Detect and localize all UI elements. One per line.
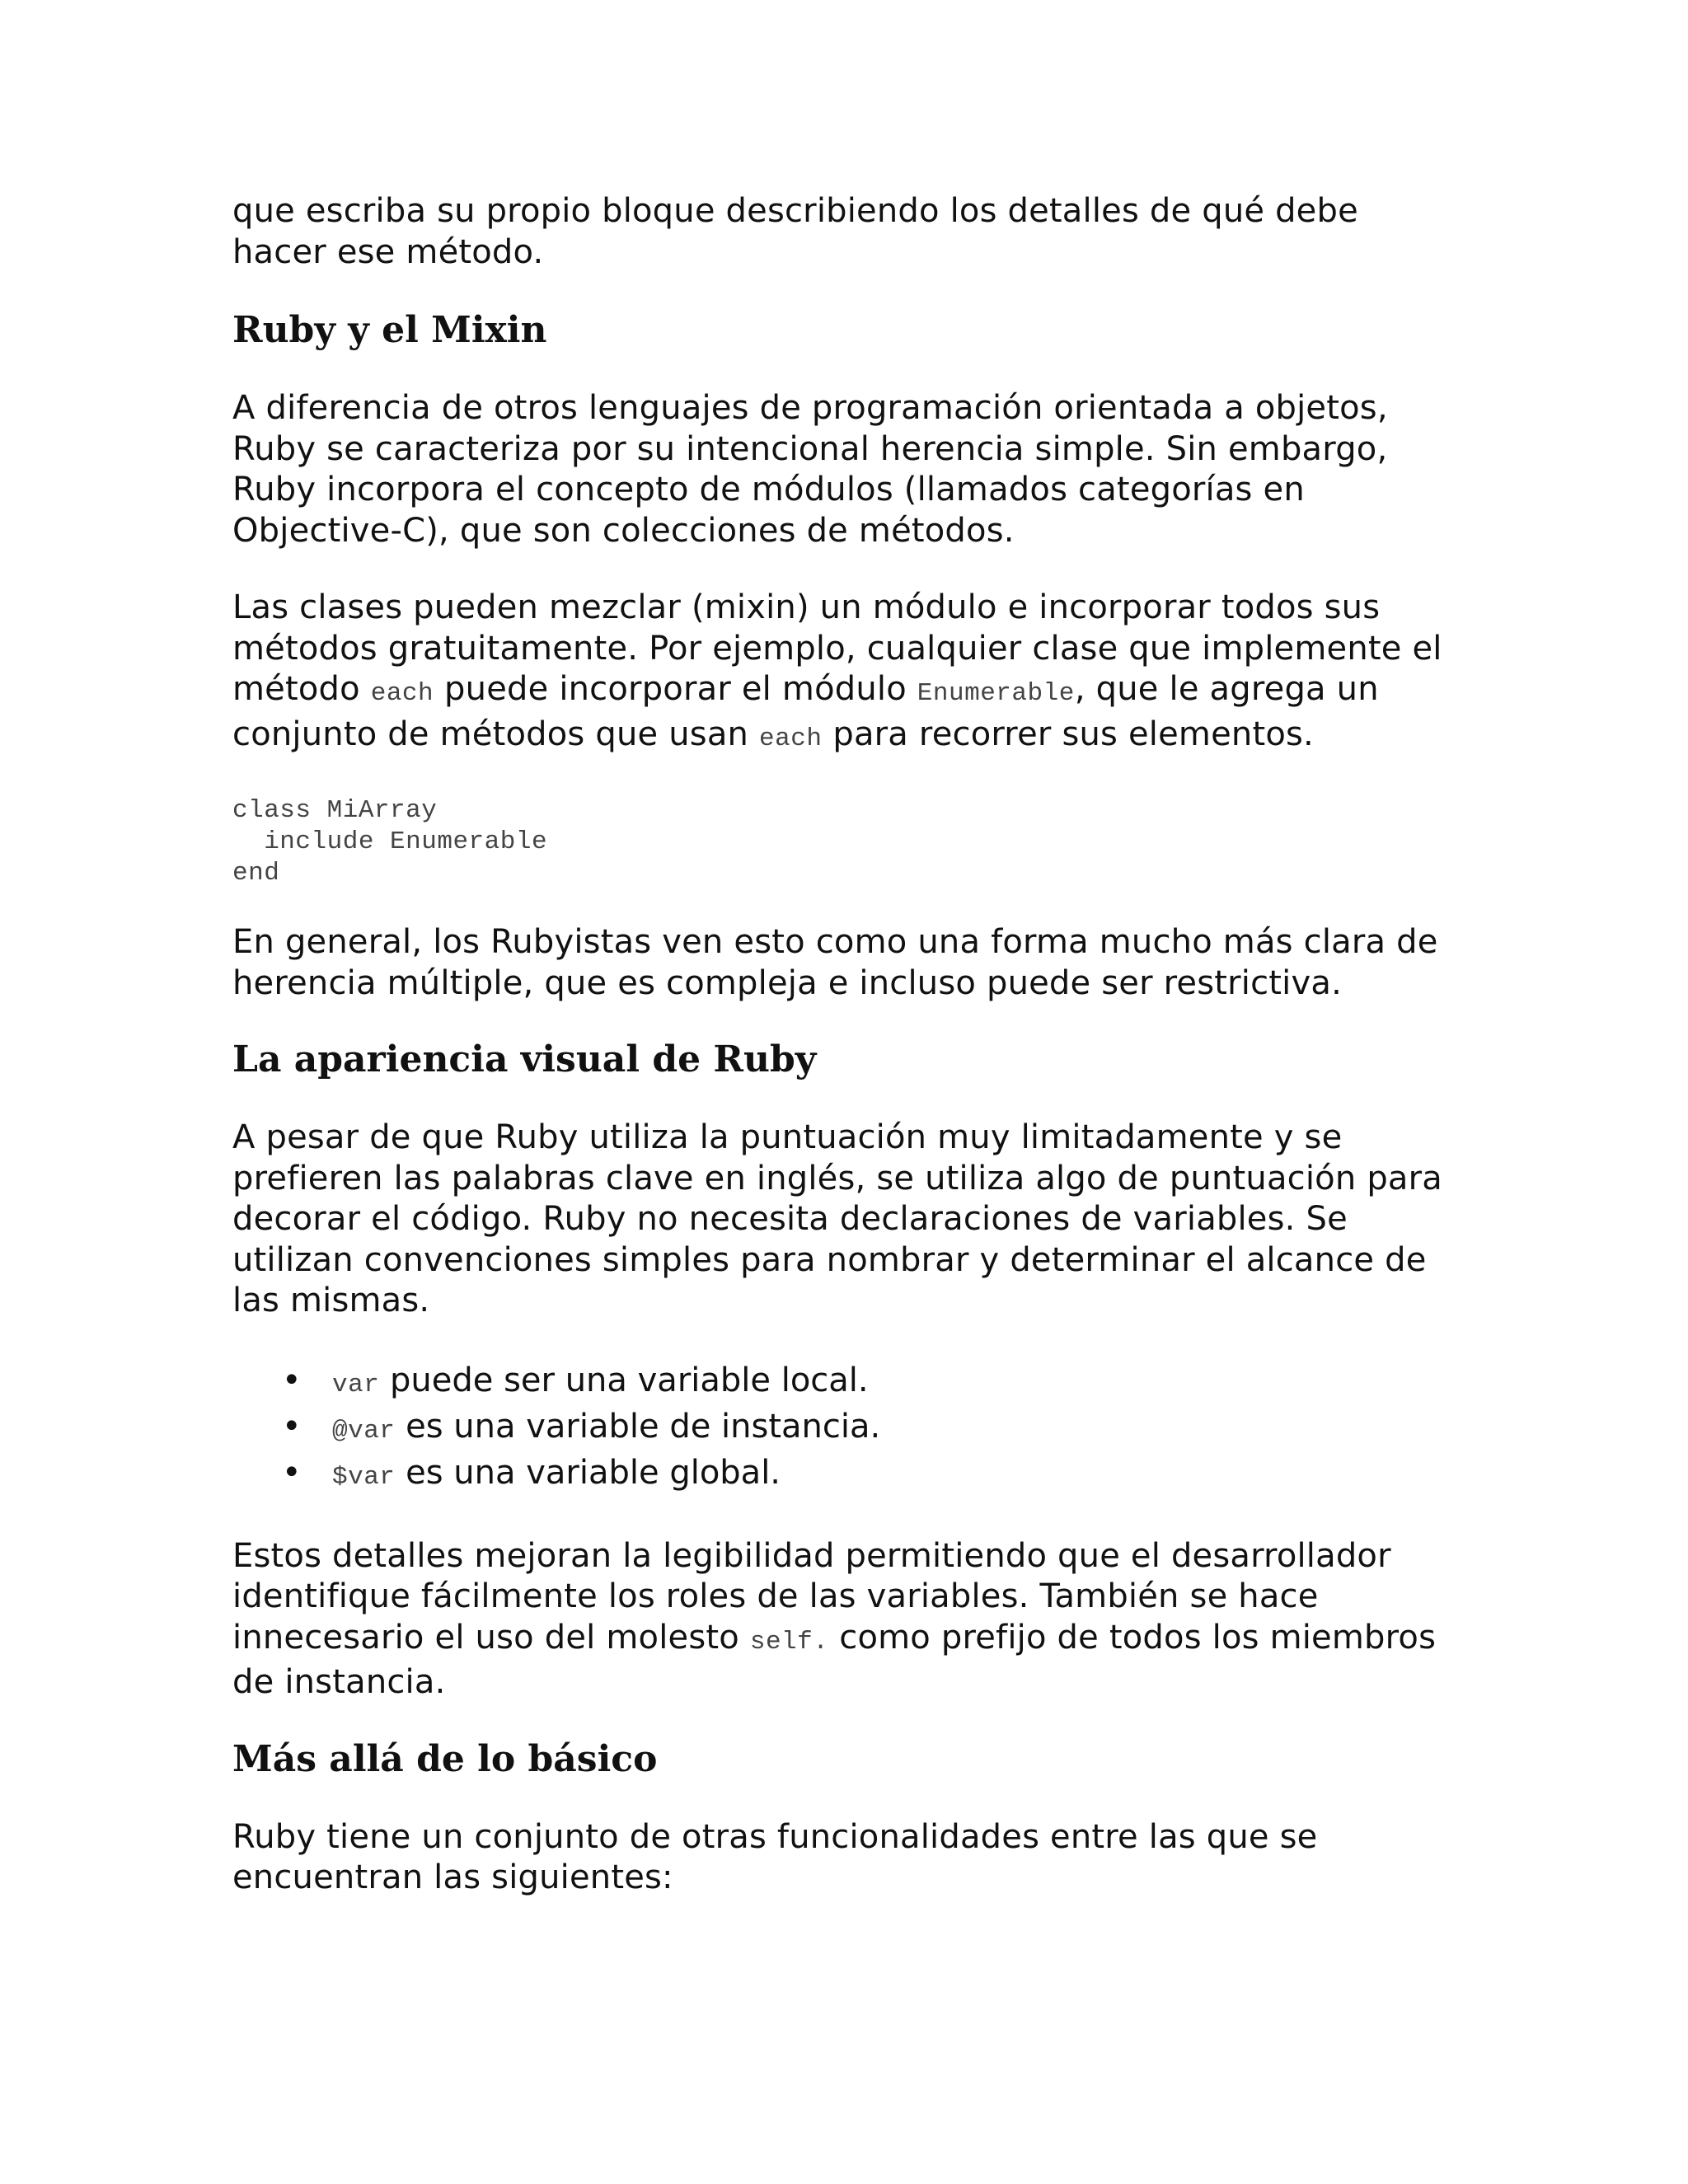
mixin-p2-line-3a: método xyxy=(232,670,371,708)
bullet-icon: • xyxy=(282,1453,302,1492)
code-line-3: end xyxy=(232,859,280,888)
list-item xyxy=(232,1360,1469,1406)
mixin-p2-line-3c: , que le agrega un xyxy=(1074,670,1379,708)
bullet-text: es una variable de instancia. xyxy=(395,1407,881,1446)
visual-p1-line-3: decorar el código. Ruby no necesita declaraciones de variables. Se xyxy=(232,1200,1348,1238)
heading-beyond-basics: Más allá de lo básico xyxy=(232,1737,658,1780)
mixin-p2-line-4b: para recorrer sus elementos. xyxy=(822,715,1314,753)
beyond-p1-line-1: Ruby tiene un conjunto de otras funcionalidades entre las que se xyxy=(232,1817,1318,1856)
inline-code-enumerable: Enumerable xyxy=(917,679,1075,708)
bullet-icon: • xyxy=(282,1361,302,1399)
list-item xyxy=(232,1452,1469,1498)
list-item xyxy=(232,1406,1469,1452)
mixin-paragraph-2 xyxy=(232,588,1469,759)
beyond-p1-line-2: encuentran las siguientes: xyxy=(232,1858,673,1896)
code-line-2: include Enumerable xyxy=(232,827,548,856)
mixin-p2-line-4a: conjunto de métodos que usan xyxy=(232,715,760,753)
visual-paragraph-1 xyxy=(232,1118,1469,1322)
mixin-p1-line-3: Ruby incorpora el concepto de módulos (llamados categorías en xyxy=(232,471,1305,509)
mixin-p2-line-1: Las clases pueden mezclar (mixin) un módulo e incorporar todos sus xyxy=(232,588,1381,626)
visual-p2-line-3b: como prefijo de todos los miembros xyxy=(828,1618,1437,1657)
heading-visual-appearance: La apariencia visual de Ruby xyxy=(232,1038,817,1080)
inline-code-global-var: $var xyxy=(332,1462,396,1492)
inline-code-var: var xyxy=(332,1370,380,1399)
bullet-icon: • xyxy=(282,1407,302,1446)
document-page xyxy=(232,191,1469,1899)
mixin-paragraph-3 xyxy=(232,922,1469,1004)
variable-bullet-list xyxy=(232,1360,1469,1498)
heading-ruby-mixin: Ruby y el Mixin xyxy=(232,309,547,351)
mixin-p2-line-2: métodos gratuitamente. Por ejemplo, cualquier clase que implemente el xyxy=(232,629,1442,668)
mixin-p1-line-4: Objective-C), que son colecciones de métodos. xyxy=(232,511,1015,550)
mixin-p3-line-2: herencia múltiple, que es compleja e incluso puede ser restrictiva. xyxy=(232,963,1342,1002)
mixin-paragraph-1 xyxy=(232,388,1469,551)
visual-p2-line-1: Estos detalles mejoran la legibilidad permitiendo que el desarrollador xyxy=(232,1536,1391,1575)
mixin-p1-line-2: Ruby se caracteriza por su intencional herencia simple. Sin embargo, xyxy=(232,429,1388,468)
visual-p1-line-2: prefieren las palabras clave en inglés, se utiliza algo de puntuación para xyxy=(232,1159,1442,1197)
visual-p2-line-4: de instancia. xyxy=(232,1663,446,1701)
visual-paragraph-2 xyxy=(232,1536,1469,1704)
intro-paragraph xyxy=(232,191,1469,273)
visual-p1-line-1: A pesar de que Ruby utiliza la puntuación muy limitadamente y se xyxy=(232,1118,1343,1156)
code-block-miarray xyxy=(232,795,1469,889)
beyond-paragraph-1 xyxy=(232,1817,1469,1899)
visual-p2-line-2: identifique fácilmente los roles de las variables. También se hace xyxy=(232,1577,1319,1615)
intro-line-2: hacer ese método. xyxy=(232,232,544,271)
visual-p2-line-3a: innecesario el uso del molesto xyxy=(232,1618,750,1657)
inline-code-instance-var: @var xyxy=(332,1416,396,1446)
visual-p1-line-5: las mismas. xyxy=(232,1282,430,1319)
intro-line-1: que escriba su propio bloque describiendo los detalles de qué debe xyxy=(232,192,1358,230)
bullet-text: puede ser una variable local. xyxy=(379,1361,869,1399)
inline-code-each: each xyxy=(370,679,434,708)
bullet-text: es una variable global. xyxy=(395,1453,781,1492)
mixin-p3-line-1: En general, los Rubyistas ven esto como una forma mucho más clara de xyxy=(232,923,1438,961)
visual-p1-line-4: utilizan convenciones simples para nombrar y determinar el alcance de xyxy=(232,1240,1427,1279)
inline-code-self: self. xyxy=(749,1627,829,1657)
mixin-p2-line-3b: puede incorporar el módulo xyxy=(434,670,917,708)
mixin-p1-line-1: A diferencia de otros lenguajes de programación orientada a objetos, xyxy=(232,389,1388,427)
code-line-1: class MiArray xyxy=(232,796,438,825)
inline-code-each-2: each xyxy=(759,724,823,753)
